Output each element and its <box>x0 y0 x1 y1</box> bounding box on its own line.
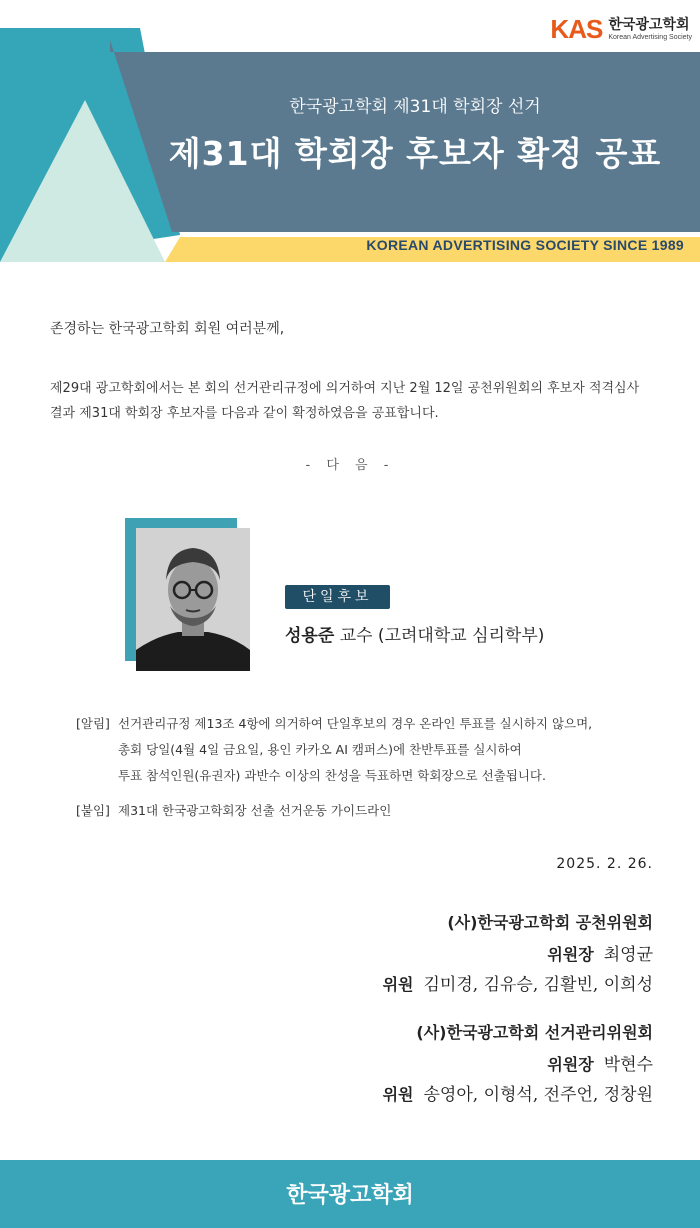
members-names: 김미경, 김유승, 김활빈, 이희성 <box>423 975 653 995</box>
election-committee-members <box>383 1080 653 1105</box>
announcement-date: 2025. 2. 26. <box>556 856 653 872</box>
members-label: 위원 <box>382 1085 414 1104</box>
chair-name: 최영균 <box>603 945 653 965</box>
nomination-committee-members <box>383 970 653 995</box>
chair-label: 위원장 <box>547 945 594 964</box>
attachment-text: 제31대 한국광고학회장 선출 선거운동 가이드라인 <box>118 803 392 818</box>
logo-name-kr: 한국광고학회 <box>608 17 690 33</box>
election-committee-chair <box>547 1050 653 1075</box>
single-candidate-badge: 단일후보 <box>285 585 390 609</box>
banner-tagline: KOREAN ADVERTISING SOCIETY SINCE 1989 <box>366 237 684 253</box>
members-names: 송영아, 이형석, 전주언, 정창원 <box>423 1085 653 1105</box>
members-label: 위원 <box>382 975 414 994</box>
logo-mark: KAS <box>550 14 603 44</box>
footer-society-name: 한국광고학회 <box>286 1183 414 1208</box>
chair-label: 위원장 <box>547 1055 594 1074</box>
candidate-affiliation: 교수 (고려대학교 심리학부) <box>339 626 545 646</box>
logo-name-en: Korean Advertising Society <box>608 34 692 41</box>
notice-line: 총회 당일(4월 4일 금요일, 용인 카카오 AI 캠퍼스)에 찬반투표를 실시하여 <box>118 742 522 757</box>
nomination-committee-chair <box>547 940 653 965</box>
election-committee-name: (사)한국광고학회 선거관리위원회 <box>416 1023 653 1042</box>
paragraph-line: 결과 제31대 학회장 후보자를 다음과 같이 확정하였음을 공표합니다. <box>50 406 439 421</box>
banner-subtitle: 한국광고학회 제31대 학회장 선거 <box>289 97 541 117</box>
nomination-committee-name: (사)한국광고학회 공천위원회 <box>447 913 653 932</box>
paragraph-line: 제29대 광고학회에서는 본 회의 선거관리규정에 의거하여 지난 2월 12일 공천위원회의 후보자 적격심사 <box>50 381 640 396</box>
next-heading: - 다 음 - <box>305 458 395 473</box>
notice-label: [알림] <box>76 716 110 731</box>
notice-line: 선거관리규정 제13조 4항에 의거하여 단일후보의 경우 온라인 투표를 실시하지 않으며, <box>118 716 593 731</box>
candidate-photo <box>136 528 250 671</box>
candidate-name: 성용준 <box>285 626 335 646</box>
chair-name: 박현수 <box>603 1055 653 1075</box>
header-banner <box>0 0 700 270</box>
page-title: 제31대 학회장 후보자 확정 공표 <box>168 134 662 173</box>
notice-line: 투표 참석인원(유권자) 과반수 이상의 찬성을 득표하면 학회장으로 선출됩니다. <box>118 768 546 783</box>
kas-logo <box>550 14 692 45</box>
announcement-paragraph <box>50 376 670 426</box>
attachment-label: [붙임] <box>76 803 110 818</box>
greeting: 존경하는 한국광고학회 회원 여러분께, <box>50 321 285 337</box>
candidate-info <box>285 621 544 646</box>
